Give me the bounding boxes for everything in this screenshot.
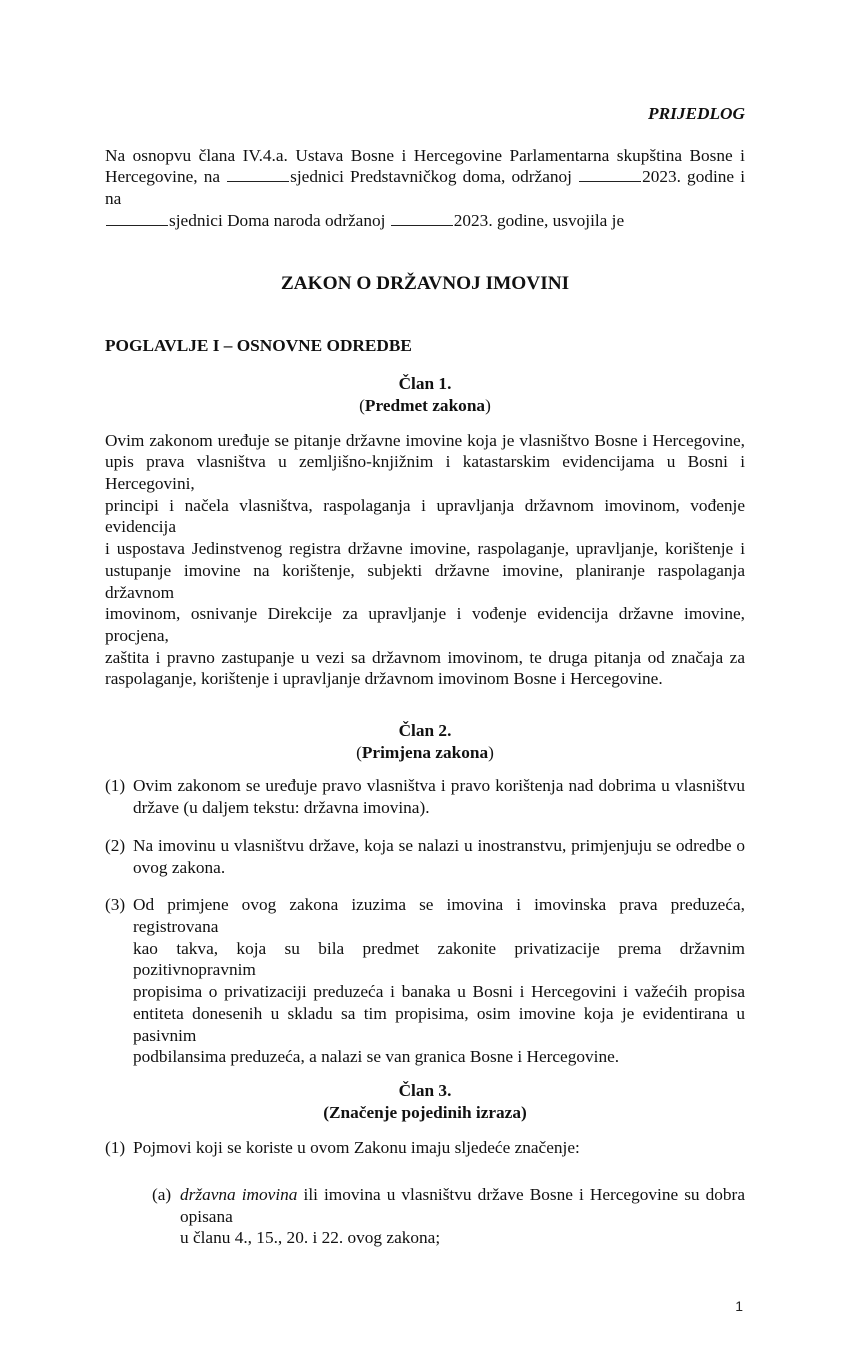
- intro-text: 2023. godine i na: [105, 167, 745, 209]
- blank-field: [227, 167, 289, 182]
- article-subtitle: (Značenje pojedinih izraza): [323, 1102, 527, 1122]
- body-line: Ovim zakonom se uređuje pravo vlasništva i pravo korištenja nad dobrima u vlasništvu: [133, 776, 745, 796]
- body-line: Ovim zakonom uređuje se pitanje državne imovine koja je vlasništvo Bosne i Hercegovine,: [105, 430, 745, 450]
- blank-field: [106, 211, 168, 226]
- body-line: imovinom, osnivanje Direkcije za upravljanje i vođenje evidencija državne imovine, procjena,: [105, 604, 745, 645]
- body-line: raspolaganje, korištenje i upravljanje državnom imovinom Bosne i Hercegovine.: [105, 669, 663, 689]
- body-line: principi i načela vlasništva, raspolaganja i upravljanja državnom imovinom, vođenje evidencija: [105, 495, 745, 537]
- article-heading: [105, 720, 745, 763]
- article-heading: [105, 1080, 745, 1123]
- item-number: (1): [105, 1138, 126, 1158]
- article-3-subitem-a: [152, 1184, 745, 1249]
- body-text: ili imovina u vlasništvu države Bosne i Hercegovine su dobra opisana: [180, 1185, 745, 1226]
- body-line: u članu 4., 15., 20. i 22. ovog zakona;: [180, 1228, 441, 1248]
- intro-text: sjednici Predstavničkog doma, održanoj: [290, 167, 572, 187]
- body-line: ustupanje imovine na korištenje, subjekti državne imovine, planiranje raspolaganja državnom: [105, 560, 745, 602]
- article-heading: [105, 373, 745, 416]
- article-subtitle: (Primjena zakona): [356, 742, 494, 762]
- intro-text: sjednici Doma naroda održanoj: [169, 210, 386, 230]
- body-line: Na imovinu u vlasništvu države, koja se nalazi u inostranstvu, primjenjuju se odredbe o: [133, 835, 745, 855]
- intro-line-1: Na osnopvu člana IV.4.a. Ustava Bosne i Hercegovine Parlamentarna skupština Bosne i: [105, 145, 745, 165]
- intro-line-3: [105, 210, 745, 232]
- body-line: podbilansima preduzeća, a nalazi se van granica Bosne i Hercegovine.: [133, 1047, 620, 1067]
- blank-field: [391, 211, 453, 226]
- article-2-item-1: [105, 775, 745, 818]
- article-2-item-3: [105, 894, 745, 1068]
- body-line: kao takva, koja su bila predmet zakonite privatizacije prema državnim pozitivnopravnim: [133, 938, 745, 980]
- blank-field: [579, 167, 641, 182]
- subitem-letter: (a): [152, 1185, 172, 1205]
- intro-paragraph: [105, 145, 745, 232]
- item-number: (3): [105, 895, 126, 915]
- defined-term: državna imovina: [180, 1185, 298, 1205]
- intro-line-2: [105, 166, 745, 209]
- document-title: ZAKON O DRŽAVNOJ IMOVINI: [280, 272, 570, 294]
- body-line: [180, 1184, 745, 1227]
- body-line: Od primjene ovog zakona izuzima se imovina i imovinska prava preduzeća, registrovana: [133, 895, 745, 936]
- article-number: Član 2.: [398, 721, 452, 741]
- article-1-body: [105, 430, 745, 690]
- intro-text: 2023. godine, usvojila je: [453, 210, 625, 230]
- body-line: države (u daljem tekstu: državna imovina).: [133, 798, 430, 818]
- article-subtitle: (Predmet zakona): [359, 395, 491, 415]
- body-line: propisima o privatizaciji preduzeća i banaka u Bosni i Hercegovini i važećih propisa: [133, 982, 745, 1002]
- intro-text: Hercegovine, na: [105, 167, 221, 187]
- article-3-item-1: [105, 1137, 745, 1159]
- document-label: PRIJEDLOG: [648, 104, 745, 123]
- body-line: i uspostava Jedinstvenog registra državne imovine, raspolaganje, upravljanje, korištenje i: [105, 539, 745, 559]
- body-line: zaštita i pravno zastupanje u vezi sa državnom imovinom, te druga pitanja od značaja za: [105, 647, 745, 667]
- body-line: entiteta donesenih u skladu sa tim propisima, osim imovine koja je evidentirana u pasivnim: [133, 1003, 745, 1045]
- article-number: Član 3.: [398, 1080, 452, 1100]
- item-number: (2): [105, 835, 126, 855]
- chapter-heading: POGLAVLJE I – OSNOVNE ODREDBE: [105, 335, 412, 355]
- article-number: Član 1.: [398, 374, 452, 394]
- body-line: upis prava vlasništva u zemljišno-knjižnim i katastarskim evidencijama u Bosni i Hercegovini,: [105, 452, 745, 494]
- body-line: Pojmovi koji se koriste u ovom Zakonu imaju sljedeće značenje:: [133, 1138, 580, 1158]
- page-number: 1: [735, 1298, 743, 1315]
- item-number: (1): [105, 776, 126, 796]
- body-line: ovog zakona.: [133, 857, 226, 877]
- article-2-item-2: [105, 835, 745, 878]
